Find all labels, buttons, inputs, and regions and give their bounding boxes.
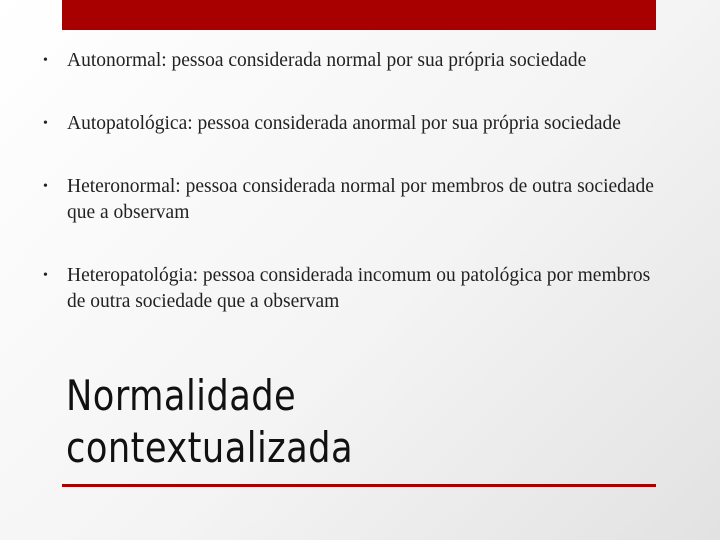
bullet-text: Autonormal: pessoa considerada normal por sua própria sociedade <box>67 50 587 71</box>
bullet-text: Heteronormal: pessoa considerada normal por membros de outra sociedade que a observam <box>67 176 654 223</box>
bullet-list <box>40 48 670 352</box>
top-accent-bar <box>62 0 656 30</box>
bullet-dot-icon: • <box>43 268 48 283</box>
bullet-dot-icon: • <box>43 116 48 131</box>
bullet-item-autonormal <box>40 48 670 74</box>
bullet-dot-icon: • <box>43 53 48 68</box>
bullet-text: Heteropatológia: pessoa considerada incomum ou patológica por membros de outra sociedade que a observam <box>67 265 651 312</box>
slide-title-line-1: Normalidade <box>66 371 297 420</box>
bullet-text: Autopatológica: pessoa considerada anormal por sua própria sociedade <box>67 113 621 134</box>
bullet-item-heteropatologia <box>40 263 670 315</box>
bullet-dot-icon: • <box>43 179 48 194</box>
bullet-item-autopatologica <box>40 111 670 137</box>
title-underline <box>62 484 656 487</box>
slide-title <box>66 370 570 474</box>
bullet-item-heteronormal <box>40 174 670 226</box>
slide-title-line-2: contextualizada <box>66 423 354 472</box>
